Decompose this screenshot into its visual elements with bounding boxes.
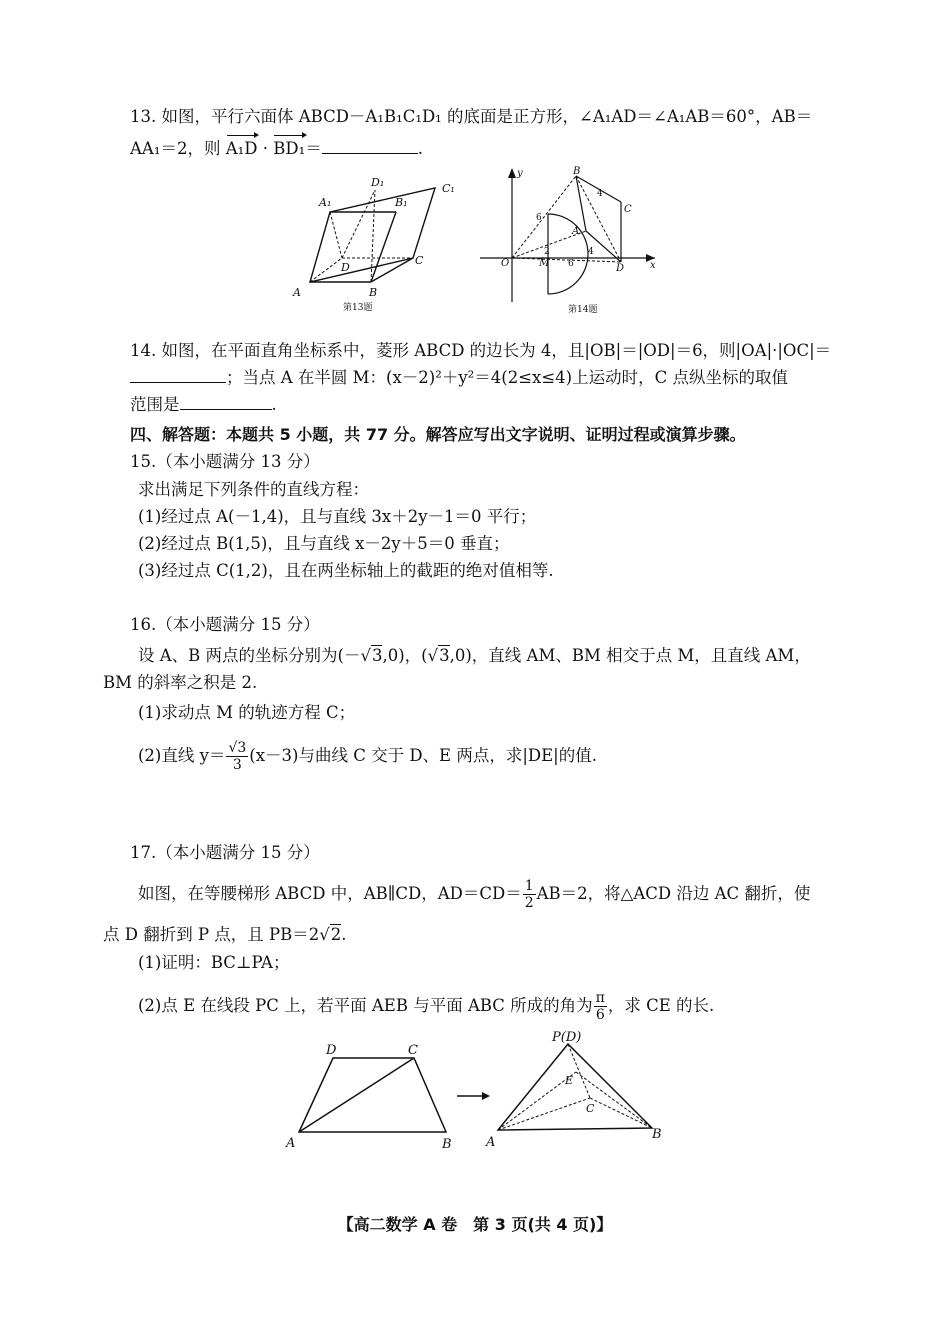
fig14-label-c: C (624, 204, 632, 215)
fig17-label-d: D (326, 1043, 337, 1058)
fig13-label-d1: D₁ (371, 176, 385, 189)
fig17-label-c2: C (586, 1102, 595, 1115)
fig13-edge-b1b (371, 212, 396, 282)
figure-13-parallelepiped (285, 170, 470, 315)
q15-part1: (1)经过点 A(－1,4)，且与直线 3x＋2y－1＝0 平行； (138, 507, 537, 526)
q17-sqrt2: 2 (330, 925, 342, 944)
fig13-label-a1: A₁ (319, 196, 332, 209)
fig14-label-b: B (573, 166, 581, 177)
q16-part2-a: (2)直线 y＝ (138, 746, 226, 765)
q17-part2-a: (2)点 E 在线段 PC 上，若平面 AEB 与平面 ABC 所成的角为 (138, 996, 593, 1015)
q16-heading: 16.（本小题满分 15 分） (130, 615, 320, 634)
q16-line1-c: ,0)，直线 AM、BM 相交于点 M，且直线 AM， (449, 646, 811, 665)
q17-frac-den: 2 (524, 895, 534, 911)
fig13-label-c1: C₁ (442, 182, 455, 195)
fig13-caption: 第13题 (343, 303, 373, 313)
fig17-fold-arrow-head (482, 1092, 490, 1100)
fig14-y-arrow (508, 168, 516, 178)
fig14-segment-ob (512, 176, 576, 258)
q13-line2 (130, 138, 423, 160)
q16-line1-b: ,0)，( (382, 646, 428, 665)
fig17-label-a: A (286, 1136, 296, 1151)
fig14-label-2: 2 (544, 247, 550, 257)
q13-line2-end: . (417, 139, 423, 158)
fig13-edge-bc (371, 258, 413, 282)
q17-line1 (138, 878, 810, 911)
fig14-label-o: O (501, 258, 510, 269)
q13-vector-a1d: A₁D (225, 139, 258, 158)
fig14-segment-od (512, 258, 621, 262)
q14-line3 (130, 394, 277, 416)
q17-pi-den: 6 (595, 1007, 605, 1023)
fig14-caption: 第14题 (568, 305, 598, 315)
q16-line1-a: 设 A、B 两点的坐标分别为(－ (138, 646, 361, 665)
figure-14-coordinate (480, 162, 665, 317)
q14-line2 (130, 367, 788, 389)
q14-line2-text: ；当点 A 在半圆 M：(x－2)²＋y²＝4(2≤x≤4)上运动时，C 点纵坐标的取值 (226, 368, 788, 387)
q17-fraction-half (523, 878, 536, 911)
q16-frac-num: √3 (228, 740, 247, 756)
q17-part2-b: ，求 CE 的长. (607, 996, 715, 1015)
fig14-semicircle (548, 214, 588, 294)
q16-part2 (138, 740, 597, 773)
fig13-label-c: C (415, 254, 424, 267)
q13-dot: · (257, 139, 274, 158)
fig17-tetra-outline (498, 1044, 652, 1130)
fig14-label-y: y (517, 168, 523, 179)
q14-answer-blank-2 (180, 395, 272, 410)
figure-17-trapezoid-fold (280, 1028, 680, 1158)
fig17-label-c: C (408, 1043, 418, 1058)
fig14-label-x: x (650, 260, 656, 271)
fig17-hidden-pc (568, 1044, 590, 1098)
q17-line2-a: 点 D 翻折到 P 点，且 PB＝2 (103, 925, 320, 944)
section-4-header: 四、解答题：本题共 5 小题，共 77 分。解答应写出文字说明、证明过程或演算步骤。 (130, 425, 746, 444)
q17-line2-b: . (341, 925, 347, 944)
fig14-label-m: M (539, 258, 550, 269)
q13-answer-blank (322, 139, 418, 154)
page-footer: 【高二数学 A 卷 第 3 页(共 4 页)】 (337, 1215, 613, 1234)
fig13-hidden-dd1 (342, 190, 375, 258)
q14-answer-blank-1 (130, 368, 226, 383)
q17-line2: 点 D 翻折到 P 点，且 PB＝2√2. (103, 925, 347, 944)
fig13-label-b: B (369, 286, 378, 299)
fig13-label-b1: B₁ (395, 196, 408, 209)
fig17-label-b: B (442, 1137, 452, 1152)
q17-part2 (138, 990, 714, 1023)
q13-line2-pre: AA₁＝2，则 (130, 139, 226, 158)
fig13-label-d: D (341, 261, 350, 274)
q17-pi-num: π (595, 990, 605, 1006)
fig17-hidden-cb (590, 1098, 652, 1128)
fig14-label-6-od: 6 (568, 259, 574, 269)
q16-fraction (226, 740, 248, 773)
q14-line3-pre: 范围是 (130, 395, 180, 414)
q15-part3: (3)经过点 C(1,2)，且在两坐标轴上的截距的绝对值相等. (138, 561, 554, 580)
fig14-edge-ba (576, 176, 586, 231)
q17-part1: (1)证明：BC⊥PA； (138, 953, 290, 972)
fig13-label-a: A (293, 286, 301, 299)
q15-part2: (2)经过点 B(1,5)，且与直线 x－2y＋5＝0 垂直； (138, 534, 510, 553)
fig17-label-e: E (565, 1074, 574, 1087)
fig14-label-d: D (616, 263, 625, 274)
q16-sqrt3-a: 3 (371, 646, 383, 665)
q16-sqrt3-b: 3 (439, 646, 450, 665)
q15-heading: 15.（本小题满分 13 分） (130, 452, 320, 471)
fig14-label-6-ob: 6 (536, 213, 542, 223)
q14-line1: 14. 如图，在平面直角坐标系中，菱形 ABCD 的边长为 4，且|OB|＝|OD|＝6，则|OA|·|OC|＝ (130, 341, 832, 360)
q13-line1: 13. 如图，平行六面体 ABCD－A₁B₁C₁D₁ 的底面是正方形，∠A₁AD＝∠A₁AB＝60°，AB＝ (130, 107, 813, 126)
q17-line1-b: AB＝2，将△ACD 沿边 AC 翻折，使 (536, 884, 811, 903)
q13-vector-bd1: BD₁ (273, 139, 306, 158)
fig17-label-b2: B (652, 1127, 662, 1142)
q17-line1-a: 如图，在等腰梯形 ABCD 中，AB∥CD，AD＝CD＝ (138, 884, 522, 903)
q16-line1: 设 A、B 两点的坐标分别为(－√3,0)，(√3,0)，直线 AM、BM 相交于点 M，且直线 AM， (138, 646, 811, 665)
fig17-label-a2: A (486, 1135, 496, 1150)
q16-line2: BM 的斜率之积是 2. (103, 673, 258, 692)
q17-frac-num: 1 (524, 878, 534, 894)
fig17-hidden-eb (576, 1072, 652, 1128)
q16-part1: (1)求动点 M 的轨迹方程 C； (138, 703, 356, 722)
q16-frac-den: 3 (232, 757, 242, 773)
fig14-label-4-ad: 4 (588, 247, 594, 257)
fig17-label-pd: P(D) (552, 1030, 582, 1045)
fig13-vector-a1d-line (330, 212, 342, 258)
q14-line3-end: . (271, 395, 277, 414)
fig14-label-a: A (572, 226, 580, 237)
q17-fraction-pi6 (594, 990, 607, 1023)
fig14-label-4-bc: 4 (597, 189, 603, 199)
q13-line2-post: ＝ (305, 139, 322, 158)
q15-intro: 求出满足下列条件的直线方程： (138, 480, 369, 499)
fig17-trapezoid (299, 1058, 446, 1132)
q16-part2-b: (x－3)与曲线 C 交于 D、E 两点，求|DE|的值. (249, 746, 597, 765)
q17-heading: 17.（本小题满分 15 分） (130, 843, 320, 862)
